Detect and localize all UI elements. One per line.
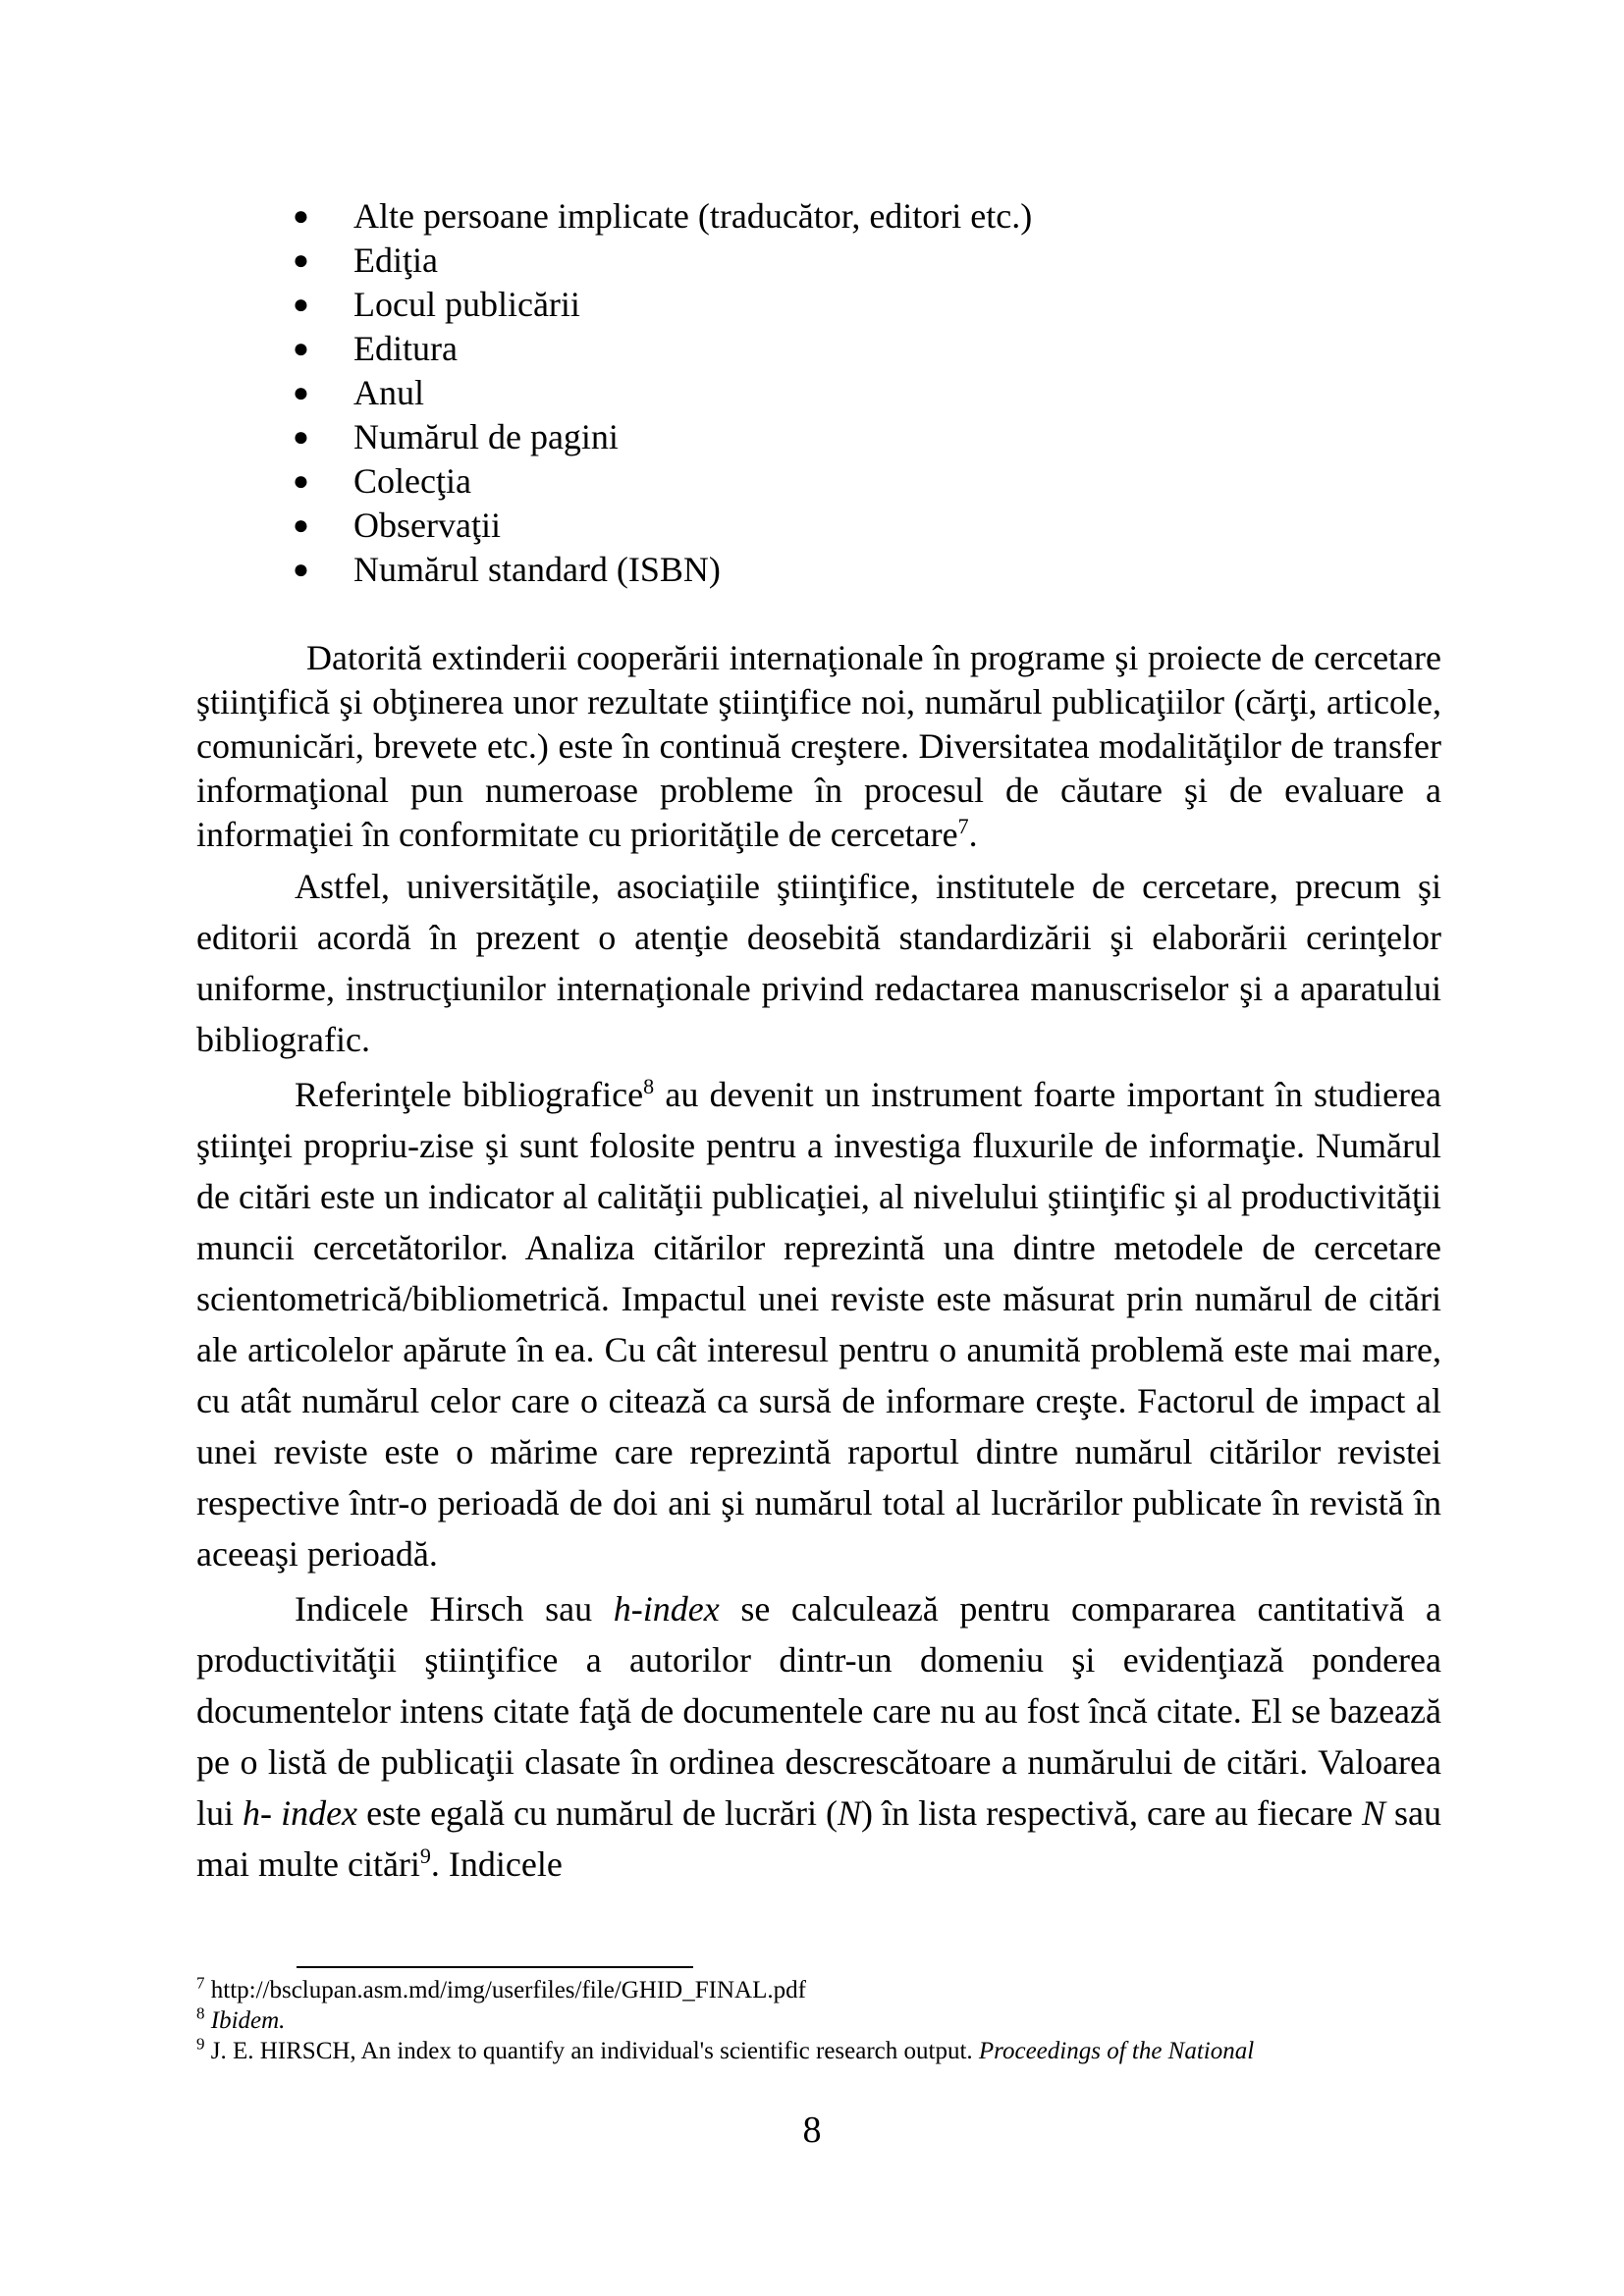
- paragraph-text: sau mai multe citări: [196, 1793, 1441, 1884]
- footnote-ref-7[interactable]: 7: [957, 814, 969, 838]
- footnote-journal: Proceedings of the National: [978, 2038, 1255, 2064]
- footnote-ref-9[interactable]: 9: [419, 1843, 431, 1868]
- footnotes: [196, 1975, 1441, 2066]
- footnote-number: 7: [196, 1973, 205, 1993]
- list-item: [285, 239, 1032, 283]
- footnote-9: [196, 2036, 1441, 2066]
- paragraph-hirsch-index: [196, 1583, 1441, 1890]
- footnote-8: [196, 2005, 1441, 2036]
- list-item: [285, 283, 1032, 327]
- list-item: [285, 415, 1032, 459]
- footnote-number: 9: [196, 2034, 205, 2054]
- paragraph-text: Astfel, universităţile, asociaţiile ştiinţifice, institutele de cercetare, precum şi editorii acordă în prezent o atenţie deosebită standardizării şi elaborării cerinţelor uniforme, instrucţiunilor internaţionale privind redactarea manuscriselor şi a aparatului bibliografic.: [196, 867, 1441, 1059]
- list-item-text: Locul publicării: [353, 285, 580, 324]
- paragraph-text-end: .: [968, 815, 978, 854]
- paragraph-text: Indicele Hirsch sau: [295, 1589, 614, 1629]
- paragraph-text: Referinţele bibliografice: [295, 1075, 644, 1114]
- paragraph-text: se calculează pentru compararea cantitativă a productivităţii ştiinţifice a autorilor dintr-un domeniu şi evidenţiază ponderea documentelor intens citate faţă de documentele care nu au fost încă citate. El se bazează pe o listă de publicaţii clasate în ordinea descrescătoare a numărului de citări. Valoarea lui: [196, 1589, 1441, 1833]
- term-h-index: h-index: [613, 1589, 720, 1629]
- paragraph-text: este egală cu numărul de lucrări (: [357, 1793, 839, 1833]
- list-item-text: Numărul standard (ISBN): [353, 550, 721, 589]
- paragraph-text: au devenit un instrument foarte important în studierea ştiinţei propriu-zise şi sunt folosite pentru a investiga fluxurile de informaţie. Numărul de citări este un indicator al calităţii publicaţiei, al nivelului ştiinţific şi al productivităţii muncii cercetătorilor. Analiza citărilor reprezintă una dintre metodele de cercetare scientometrică/bibliometrică. Impactul unei reviste este măsurat prin numărul de citări ale articolelor apărute în ea. Cu cât interesul pentru o anumită problemă este mai mare, cu atât numărul celor care o citează ca sursă de informare creşte. Factorul de impact al unei reviste este o mărime care reprezintă raportul dintre numărul citărilor revistei respective într-o perioadă de doi ani şi numărul total al lucrărilor publicate în revistă în aceeaşi perioadă.: [196, 1075, 1441, 1574]
- footnote-7: [196, 1975, 1441, 2005]
- footnote-text: J. E. HIRSCH, An index to quantify an individual's scientific research output.: [204, 2038, 979, 2064]
- term-h-index: h- index: [243, 1793, 358, 1833]
- bibliographic-elements-list: [285, 194, 1032, 592]
- list-item: [285, 548, 1032, 592]
- footnote-number: 8: [196, 2003, 205, 2023]
- list-item: [285, 371, 1032, 415]
- bullet-icon: ●: [293, 378, 309, 408]
- list-item-text: Alte persoane implicate (traducător, editori etc.): [353, 196, 1033, 236]
- list-item: [285, 327, 1032, 371]
- list-item: [285, 459, 1032, 504]
- list-item: [285, 194, 1032, 239]
- list-item-text: Numărul de pagini: [353, 417, 619, 456]
- paragraph-bibliographic-references: [196, 1069, 1441, 1579]
- list-item: [285, 504, 1032, 548]
- paragraph-cooperation: [196, 636, 1441, 857]
- body-text: [196, 636, 1441, 1890]
- footnote-link[interactable]: http://bsclupan.asm.md/img/userfiles/file/GHID_FINAL.pdf: [204, 1977, 806, 2003]
- bullet-icon: ●: [293, 201, 309, 232]
- footnote-ref-8[interactable]: 8: [643, 1074, 655, 1098]
- list-item-text: Colecţia: [353, 461, 471, 501]
- bullet-icon: ●: [293, 422, 309, 453]
- list-item-text: Observaţii: [353, 506, 501, 545]
- list-item-text: Ediţia: [353, 240, 438, 280]
- variable-n: N: [1361, 1793, 1385, 1833]
- paragraph-text: Datorită extinderii cooperării internaţionale în programe şi proiecte de cercetare ştiinţifică şi obţinerea unor rezultate ştiinţifice noi, numărul publicaţiilor (cărţi, articole, comunicări, brevete etc.) este în continuă creştere. Diversitatea modalităţilor de transfer informaţional pun numeroase probleme în procesul de căutare şi de evaluare a informaţiei în conformitate cu priorităţile de cercetare: [196, 638, 1441, 854]
- bullet-icon: ●: [293, 466, 309, 497]
- list-item-text: Anul: [353, 373, 424, 412]
- paragraph-text: . Indicele: [430, 1844, 563, 1884]
- bullet-icon: ●: [293, 510, 309, 541]
- list-item-text: Editura: [353, 329, 458, 368]
- bullet-icon: ●: [293, 245, 309, 276]
- bullet-icon: ●: [293, 334, 309, 364]
- page-number: 8: [802, 2109, 822, 2151]
- footnote-separator: [297, 1966, 693, 1968]
- variable-n: N: [838, 1793, 862, 1833]
- bullet-icon: ●: [293, 290, 309, 320]
- bullet-icon: ●: [293, 555, 309, 585]
- paragraph-text: ) în lista respectivă, care au fiecare: [861, 1793, 1362, 1833]
- paragraph-standardization: [196, 861, 1441, 1065]
- footnote-text: Ibidem.: [210, 2007, 286, 2034]
